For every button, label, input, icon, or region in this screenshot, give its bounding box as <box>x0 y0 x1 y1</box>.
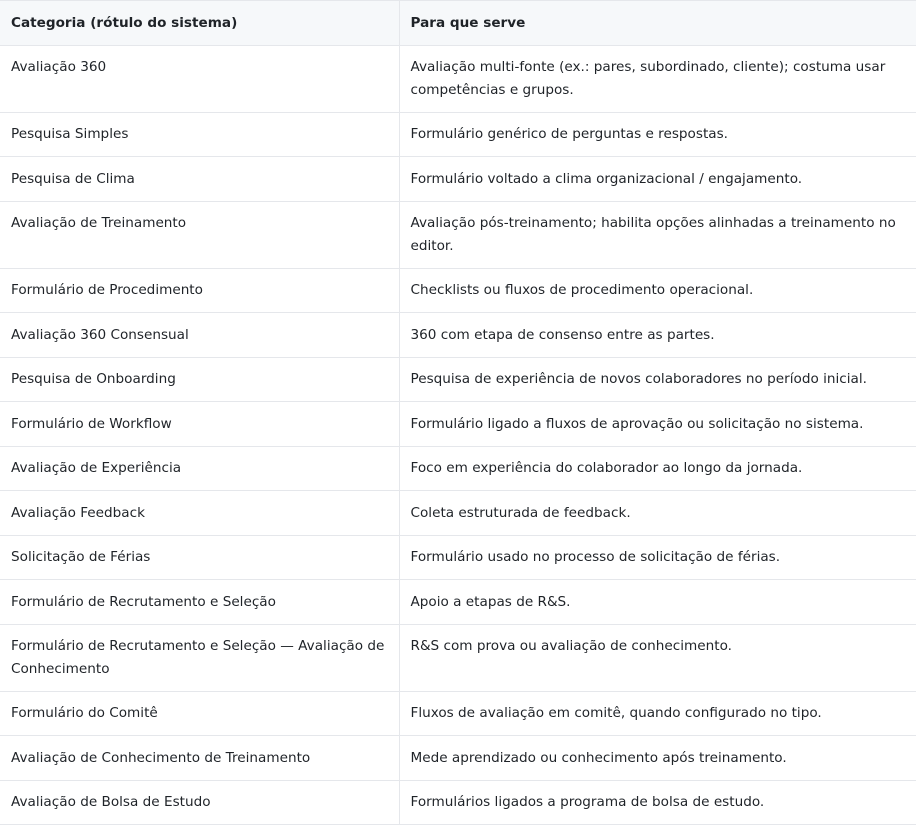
category-cell: Avaliação de Experiência <box>0 446 399 491</box>
category-cell: Solicitação de Férias <box>0 535 399 580</box>
header-cell-category: Categoria (rótulo do sistema) <box>0 1 399 46</box>
purpose-cell: R&S com prova ou avaliação de conhecimento. <box>399 624 916 691</box>
purpose-cell: Avaliação pós-treinamento; habilita opções alinhadas a treinamento no editor. <box>399 201 916 268</box>
category-cell: Formulário de Recrutamento e Seleção <box>0 580 399 625</box>
category-cell: Avaliação de Bolsa de Estudo <box>0 780 399 825</box>
table-row <box>0 624 916 691</box>
category-cell: Formulário de Procedimento <box>0 268 399 313</box>
purpose-cell: Coleta estruturada de feedback. <box>399 491 916 536</box>
category-cell: Pesquisa de Onboarding <box>0 357 399 402</box>
table-row <box>0 112 916 157</box>
purpose-cell: Avaliação multi-fonte (ex.: pares, subordinado, cliente); costuma usar competências e grupos. <box>399 45 916 112</box>
purpose-cell: Pesquisa de experiência de novos colaboradores no período inicial. <box>399 357 916 402</box>
purpose-cell: Formulários ligados a programa de bolsa de estudo. <box>399 780 916 825</box>
table-row <box>0 357 916 402</box>
purpose-cell: Checklists ou fluxos de procedimento operacional. <box>399 268 916 313</box>
table-row <box>0 691 916 736</box>
table-row <box>0 535 916 580</box>
purpose-cell: Formulário voltado a clima organizacional / engajamento. <box>399 157 916 202</box>
category-cell: Avaliação 360 Consensual <box>0 313 399 358</box>
purpose-cell: Foco em experiência do colaborador ao longo da jornada. <box>399 446 916 491</box>
table-row <box>0 446 916 491</box>
table-row <box>0 580 916 625</box>
header-row <box>0 1 916 46</box>
table-row <box>0 201 916 268</box>
category-cell: Avaliação 360 <box>0 45 399 112</box>
table-row <box>0 402 916 447</box>
table-row <box>0 736 916 781</box>
purpose-cell: 360 com etapa de consenso entre as partes. <box>399 313 916 358</box>
table-row <box>0 313 916 358</box>
purpose-cell: Mede aprendizado ou conhecimento após treinamento. <box>399 736 916 781</box>
purpose-cell: Formulário ligado a fluxos de aprovação ou solicitação no sistema. <box>399 402 916 447</box>
category-cell: Pesquisa de Clima <box>0 157 399 202</box>
category-cell: Formulário de Recrutamento e Seleção — Avaliação de Conhecimento <box>0 624 399 691</box>
purpose-cell: Fluxos de avaliação em comitê, quando configurado no tipo. <box>399 691 916 736</box>
purpose-cell: Formulário genérico de perguntas e respostas. <box>399 112 916 157</box>
header-cell-purpose: Para que serve <box>399 1 916 46</box>
table-row <box>0 780 916 825</box>
purpose-cell: Formulário usado no processo de solicitação de férias. <box>399 535 916 580</box>
category-cell: Formulário de Workflow <box>0 402 399 447</box>
table-body <box>0 45 916 825</box>
table-row <box>0 268 916 313</box>
category-cell: Avaliação Feedback <box>0 491 399 536</box>
purpose-cell: Apoio a etapas de R&S. <box>399 580 916 625</box>
category-cell: Formulário do Comitê <box>0 691 399 736</box>
table-row <box>0 157 916 202</box>
table-header <box>0 1 916 46</box>
category-cell: Avaliação de Treinamento <box>0 201 399 268</box>
table-row <box>0 491 916 536</box>
table-row <box>0 45 916 112</box>
category-cell: Pesquisa Simples <box>0 112 399 157</box>
category-cell: Avaliação de Conhecimento de Treinamento <box>0 736 399 781</box>
